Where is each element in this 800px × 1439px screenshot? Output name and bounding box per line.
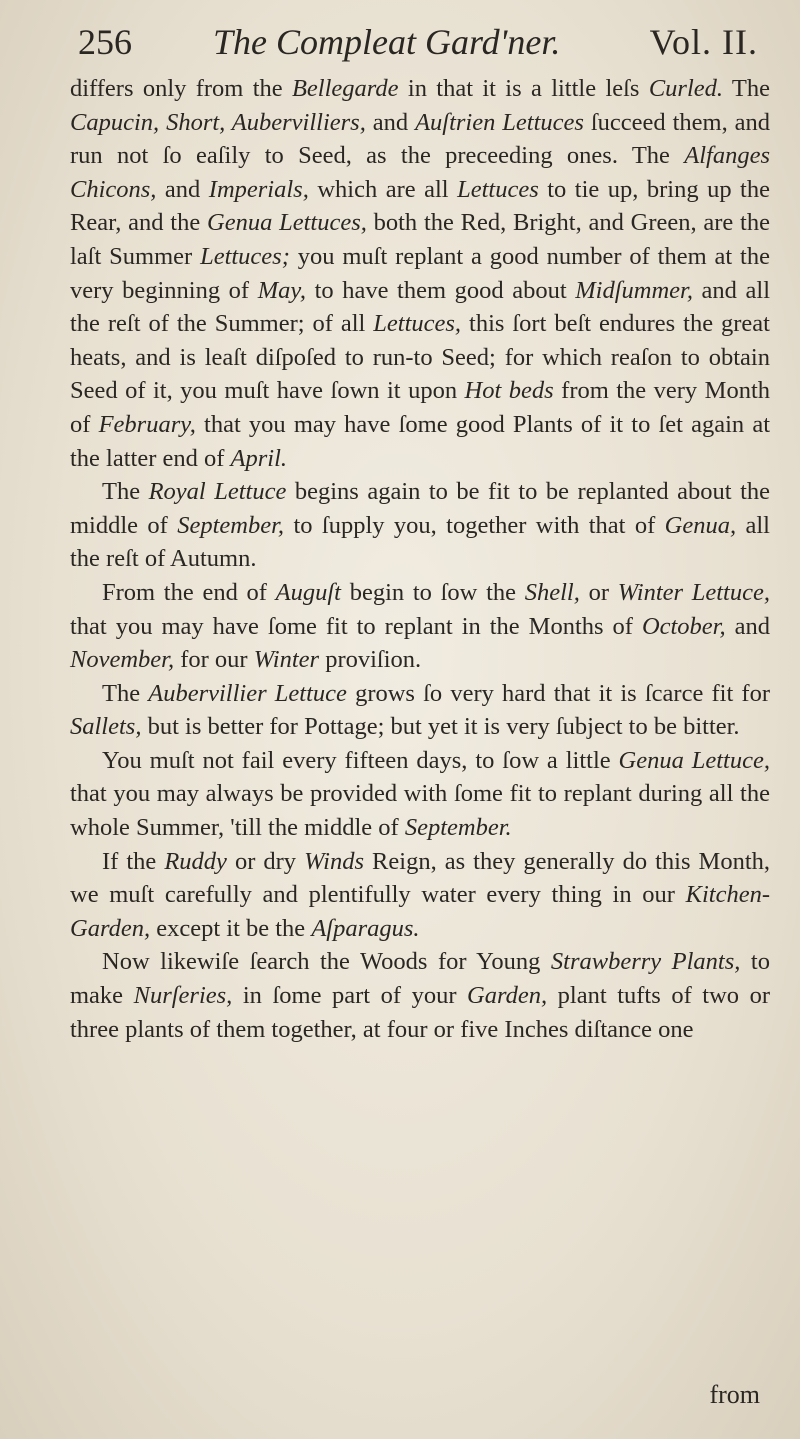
text-run: begin to ſow the [341, 578, 525, 606]
italic-text: Lettuces [457, 175, 539, 203]
italic-text: November, [70, 646, 175, 674]
italic-text: Bellegarde [291, 75, 399, 102]
text-run: plant tufts of two or three plants of them together, at four or five Inches diſtance one [70, 982, 770, 1043]
italic-text: Nurſeries, [133, 982, 233, 1010]
text-run: to tie up, bring up the Rear, and the [70, 175, 770, 237]
text-run: for our [174, 646, 254, 674]
text-run: in ſome part of your [232, 982, 468, 1010]
italic-text: Auguſt [275, 578, 341, 606]
paragraph [70, 475, 770, 576]
text-run: or dry [226, 847, 305, 875]
text-run: The [102, 679, 149, 707]
text-run: You muſt not fail every fifteen days, to ſow a little [102, 746, 619, 774]
text-run: The [102, 478, 149, 506]
text-run: that you may always be provided with ſome fit to replant during all the whole Summer, 'till the middle of [70, 780, 770, 842]
italic-text: Kitchen-Garden, [70, 881, 770, 942]
italic-text: Royal Lettuce [148, 478, 287, 506]
paragraph [70, 744, 770, 845]
text-run: to ſupply you, together with that of [284, 511, 665, 539]
text-run: grows ſo very hard that it is ſcarce fit for [346, 679, 770, 707]
text-run: to have them good about [306, 276, 576, 304]
italic-text: Alfanges Chicons, [70, 142, 770, 203]
text-run: ſucceed them, and run not ſo eaſily to Seed, as the preceeding ones. The [70, 108, 771, 170]
italic-text: Genua, [664, 511, 737, 539]
italic-text: Curled. [648, 75, 723, 102]
text-run: which are all [308, 175, 458, 203]
italic-text: September. [404, 814, 512, 842]
body-text [70, 72, 770, 1046]
text-run: and all the reſt of the Summer; of all [70, 276, 770, 338]
paragraph [70, 677, 770, 744]
italic-text: Winter Lettuce, [617, 578, 770, 606]
paragraph [70, 845, 770, 946]
italic-text: Lettuces, [373, 310, 462, 338]
italic-text: Winter [253, 646, 320, 674]
text-run: but is better for Pottage; but yet it is very ſubject to be bitter. [141, 713, 740, 741]
volume-label: Vol. II. [649, 22, 758, 62]
text-run: begins again to be fit to be replanted about the middle of [70, 478, 770, 539]
italic-text: September, [177, 511, 285, 539]
text-run: or [579, 578, 618, 606]
text-run: proviſion. [319, 646, 422, 674]
text-run: you muſt replant a good number of them at the very beginning of [70, 242, 770, 304]
text-run: differs only from the [70, 75, 292, 102]
italic-text: October, [641, 612, 726, 640]
italic-text: Midſummer, [575, 276, 693, 304]
italic-text: Genua Lettuces, [207, 209, 367, 237]
text-run: and [156, 175, 209, 203]
italic-text: Imperials, [208, 175, 309, 203]
italic-text: Auſtrien Lettuces [415, 108, 584, 136]
text-run: from the very Month of [70, 377, 770, 438]
text-run: and [725, 612, 771, 640]
italic-text: Aubervillier Lettuce [148, 679, 347, 707]
italic-text: February, [98, 410, 196, 438]
italic-text: Sallets, [70, 713, 142, 741]
paragraph [70, 576, 770, 677]
italic-text: Garden, [467, 982, 548, 1010]
text-run: From the end of [102, 578, 276, 606]
italic-text: Winds [304, 847, 365, 875]
page-header [78, 14, 758, 70]
italic-text: Ruddy [164, 847, 227, 875]
text-run: to make [70, 948, 770, 1010]
text-run: Reign, as they generally do this Month, we muſt carefully and plentifully water every thing in our [70, 847, 771, 909]
italic-text: Lettuces; [200, 242, 290, 270]
running-title: The Compleat Gard'ner. [213, 22, 561, 62]
text-run: Now likewiſe ſearch the Woods for Young [102, 948, 551, 976]
catchword: from [709, 1380, 760, 1409]
text-run: all the reſt of Autumn. [70, 511, 770, 573]
text-run: except it be the [150, 914, 312, 942]
italic-text: Shell, [524, 578, 580, 606]
italic-text: Aſparagus. [311, 914, 420, 942]
italic-text: April. [230, 444, 288, 472]
text-run: that you may have ſome fit to replant in the Months of [70, 612, 642, 640]
text-run: The [723, 75, 770, 102]
italic-text: May, [257, 276, 306, 304]
italic-text: Genua Lettuce, [618, 746, 770, 774]
italic-text: Strawberry Plants, [550, 948, 741, 976]
page-number: 256 [78, 22, 132, 62]
text-run: and [365, 108, 416, 136]
text-run: that you may have ſome good Plants of it to ſet again at the latter end of [70, 410, 771, 472]
paragraph [70, 72, 770, 475]
italic-text: Capucin, Short, Aubervilliers, [70, 108, 366, 136]
text-run: If the [102, 847, 165, 875]
italic-text: Hot beds [464, 377, 554, 405]
text-run: this ſort beſt endures the great heats, and is leaſt diſpoſed to run-to Seed; for which reaſon to obtain Seed of it, you muſt have ſown it upon [70, 310, 770, 405]
text-run: both the Red, Bright, and Green, are the laſt Summer [70, 209, 770, 270]
paragraph [70, 945, 770, 1046]
text-run: in that it is a little leſs [398, 75, 649, 102]
